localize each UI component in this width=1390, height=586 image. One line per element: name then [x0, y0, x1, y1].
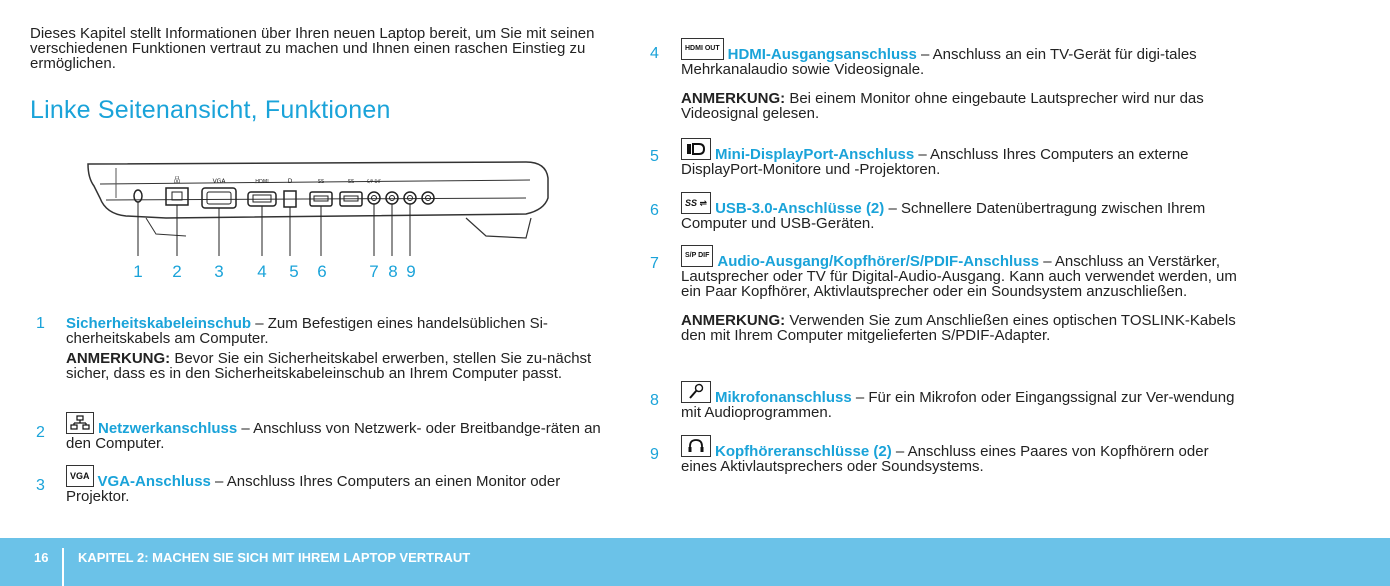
page-footer: [0, 538, 1390, 586]
item-number: 7: [650, 255, 659, 272]
svg-text:SS: SS: [317, 179, 325, 185]
note-label: ANMERKUNG:: [681, 90, 786, 107]
vga-icon: VGA: [66, 465, 94, 487]
page-number: 16: [34, 550, 49, 565]
item-name: Sicherheitskabeleinschub: [66, 315, 252, 332]
figure-number-5: 5: [289, 262, 299, 281]
svg-text:SS: SS: [347, 179, 355, 185]
item-number: 8: [650, 392, 659, 409]
displayport-icon: [681, 138, 711, 160]
footer-divider: [62, 548, 64, 586]
hdmi-icon: HDMI OUT: [681, 38, 724, 60]
note-text: Bevor Sie ein Sicherheitskabel erwerben, stellen Sie zu-nächst sicher, dass es in den Sicherheitskabeleinschub an Ihrem Computer passt.: [66, 350, 592, 382]
item-name: Netzwerkanschluss: [98, 420, 238, 437]
headphones-icon: [681, 435, 711, 457]
item-text: – Anschluss an Verstärker, Lautsprecher oder TV für Digital-Audio-Ausgang. Kann auch verwendet werden, um ein Paar Kopfhörer, Aktivlautsprecher oder ein Soundsystem anzuschließen.: [681, 253, 1237, 300]
usb3-icon: SS ⇌: [681, 192, 711, 214]
item-number: 1: [36, 315, 45, 332]
item-note: [66, 351, 622, 381]
item-number: 9: [650, 446, 659, 463]
section-title: Linke Seitenansicht, Funktionen: [30, 96, 391, 124]
microphone-jack-icon: [386, 192, 398, 204]
item-name: Audio-Ausgang/Kopfhörer/S/PDIF-Anschluss: [717, 253, 1040, 270]
laptop-side-drawing: [86, 158, 556, 258]
item-text: – Schnellere Datenübertragung zwischen Ihrem Computer und USB-Geräten.: [681, 200, 1206, 232]
chapter-title: KAPITEL 2: MACHEN SIE SICH MIT IHREM LAPTOP VERTRAUT: [78, 550, 471, 565]
item-number: 6: [650, 202, 659, 219]
item-text: – Anschluss Ihres Computers an externe DisplayPort-Monitore und -Projektoren.: [681, 146, 1189, 178]
headphone-jack-1-icon: [404, 192, 416, 204]
item-name: HDMI-Ausgangsanschluss: [727, 46, 917, 63]
note-text: Bei einem Monitor ohne eingebaute Lautsprecher wird nur das Videosignal gelesen.: [681, 90, 1204, 122]
item-text: – Für ein Mikrofon oder Eingangssignal zur Ver-wendung mit Audioprogrammen.: [681, 389, 1235, 421]
network-port-icon: [166, 188, 188, 205]
microphone-icon: [681, 381, 711, 403]
svg-text:HDMI: HDMI: [255, 179, 269, 185]
intro-paragraph: Dieses Kapitel stellt Informationen über Ihren neuen Laptop bereit, um Sie mit seinen verschiedenen Funktionen vertraut zu machen und Ihnen einen raschen Einstieg zu ermöglichen.: [30, 25, 595, 72]
item-name: Mini-DisplayPort-Anschluss: [715, 146, 915, 163]
item-number: 2: [36, 424, 45, 441]
item-number: 5: [650, 148, 659, 165]
item-note: [681, 313, 1237, 343]
figure-number-1: 1: [133, 262, 143, 281]
spdif-jack-icon: [368, 192, 380, 204]
item-number: 4: [650, 45, 659, 62]
svg-text:D: D: [287, 178, 293, 185]
item-name: VGA-Anschluss: [97, 473, 211, 490]
item-name: Mikrofonanschluss: [715, 389, 852, 406]
svg-text:S/P DIF: S/P DIF: [366, 179, 382, 184]
figure-number-2: 2: [172, 262, 182, 281]
note-text: Verwenden Sie zum Anschließen eines optischen TOSLINK-Kabels den mit Ihrem Computer mitgelieferten S/PDIF-Adapter.: [681, 312, 1236, 344]
spdif-icon: S/P DIF: [681, 245, 713, 267]
item-text: – Anschluss von Netzwerk- oder Breitbandge-räten an den Computer.: [66, 420, 601, 452]
note-label: ANMERKUNG:: [66, 350, 171, 367]
figure-number-7: 7: [369, 262, 379, 281]
intro-block: [30, 26, 630, 71]
item-text: – Anschluss eines Paares von Kopfhörern oder eines Aktivlautsprechers oder Soundsystems.: [681, 443, 1209, 475]
figure-number-4: 4: [257, 262, 267, 281]
figure-number-3: 3: [214, 262, 224, 281]
item-name: USB-3.0-Anschlüsse (2): [715, 200, 885, 217]
figure-number-8: 8: [388, 262, 398, 281]
network-icon: [66, 412, 94, 434]
note-label: ANMERKUNG:: [681, 312, 786, 329]
item-number: 3: [36, 477, 45, 494]
svg-text:VGA: VGA: [212, 178, 226, 185]
svg-text:品: 品: [173, 176, 181, 184]
item-text: – Zum Befestigen eines handelsüblichen Si-cherheitskabels am Computer.: [66, 315, 548, 347]
figure-number-6: 6: [317, 262, 327, 281]
item-text: – Anschluss Ihres Computers an einen Monitor oder Projektor.: [66, 473, 561, 505]
figure-number-9: 9: [406, 262, 416, 281]
item-text: – Anschluss an ein TV-Gerät für digi-tales Mehrkanalaudio sowie Videosignale.: [681, 46, 1197, 78]
item-note: [681, 91, 1237, 121]
item-name: Kopfhöreranschlüsse (2): [715, 443, 892, 460]
